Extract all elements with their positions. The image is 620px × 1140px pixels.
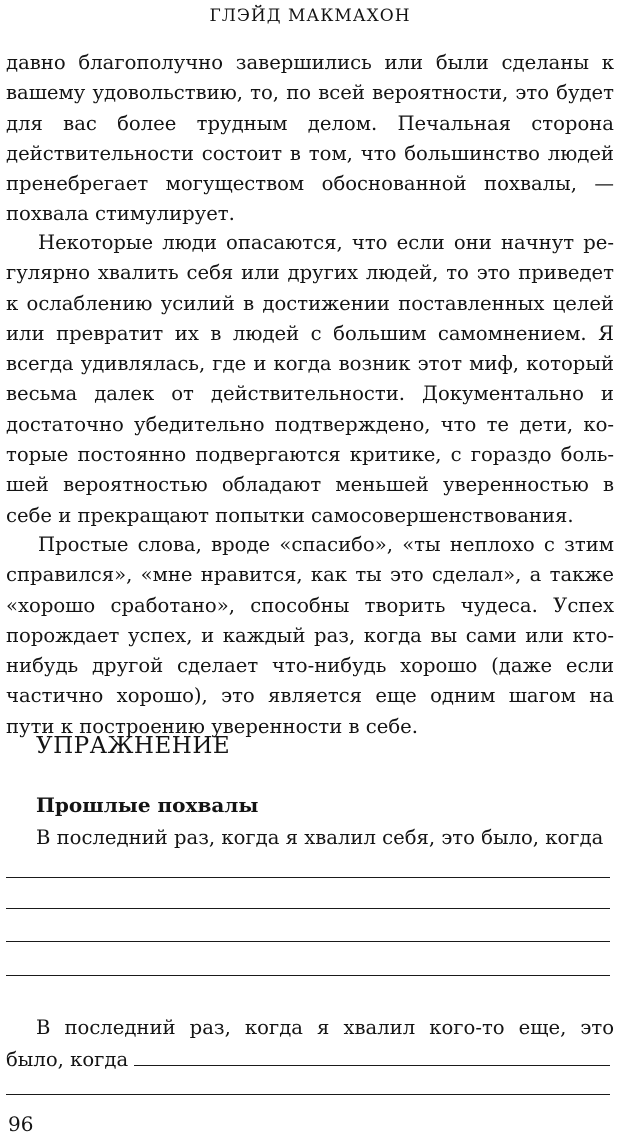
answer-line-4[interactable]	[6, 975, 610, 976]
answer-line-3[interactable]	[6, 941, 610, 942]
answer-line-5[interactable]	[6, 1094, 610, 1095]
answer-line-2[interactable]	[6, 908, 610, 909]
answer-blank-inline[interactable]	[134, 1043, 610, 1066]
exercise-prompt-2	[6, 1013, 614, 1075]
body-paragraph-3: Простые слова, вроде «спасибо», «ты неплохо с зтим справился», «мне нравится, как ты это сделал», а также «хорошо сработано», способны творить чудеса. Успех порождает успех, и каждый раз, когда вы сами или кто-нибудь другой сделает что-нибудь хорошо (даже если частично хорошо), это является еще одним шагом на пути к построению уверенности в себе.	[6, 533, 614, 738]
body-paragraph-1: давно благополучно завершились или были сделаны к вашему удовольствию, то, по всей вероятности, это будет для вас более трудным делом. Печальная сторона действительности состоит в том, что большинство людей пренебрегает могуществом обоснованной похвалы, — похвала стимулирует.	[6, 51, 614, 226]
body-paragraph-2: Некоторые люди опасаются, что если они начнут регулярно хвалить себя или других людей, то это приведет к ослаблению усилий в достижении поставленных целей или превратит их в людей с большим самомнением. Я всегда удивлялась, где и когда возник этот миф, который весьма далек от действительности. Документально и достаточно убедительно подтверждено, что те дети, которые постоянно подвергаются критике, с гораздо большей вероятностью обладают меньшей уверенностью в себе и прекращают попытки самосовершенствования.	[6, 231, 614, 527]
exercise-prompt-1: В последний раз, когда я хвалил себя, это было, когда	[36, 826, 604, 849]
answer-line-1[interactable]	[6, 877, 610, 878]
exercise-prompt-2-text: В последний раз, когда я хвалил кого-то еще, это было, когда	[6, 1016, 614, 1071]
page-number: 96	[8, 1112, 34, 1136]
exercise-subheading: Прошлые похвалы	[36, 793, 259, 817]
exercise-heading: УПРАЖНЕНИЕ	[36, 733, 231, 759]
running-header: ГЛЭЙД МАКМАХОН	[209, 6, 411, 26]
